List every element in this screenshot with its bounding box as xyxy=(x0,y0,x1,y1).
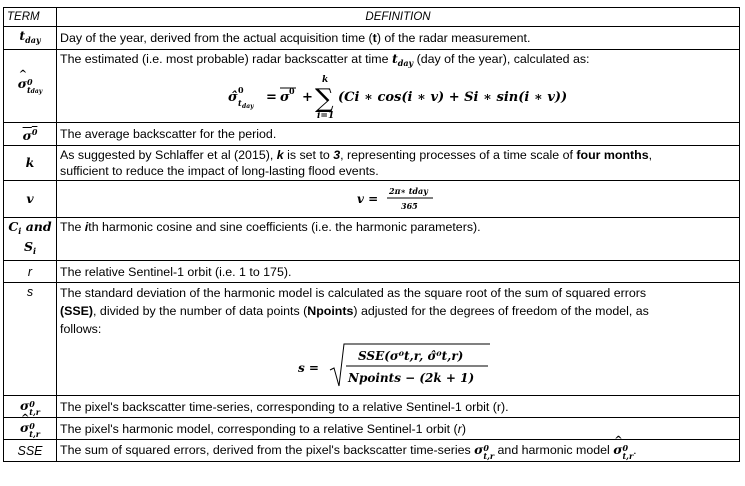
header-row xyxy=(4,8,740,27)
table-row xyxy=(4,218,740,261)
table-row xyxy=(4,123,740,146)
definition-s: The standard deviation of the harmonic model is calculated as the square root of the sum of squared errors (SSE), divided by the number of data points (Npoints) adjusted for the degrees of freedom of the model, as follows: s = SSE(σ⁰t,r, σ̂⁰t,r) Npoints − (2k + 1) xyxy=(57,283,740,396)
svg-text:=: = xyxy=(266,90,277,105)
term-sigma-bar: $\sigma^0$ xyxy=(4,123,57,146)
term-sigma-hat-tr: ^ σ0 t,r xyxy=(4,418,57,440)
header-definition: DEFINITION xyxy=(57,8,740,27)
formula-s xyxy=(60,338,736,394)
svg-text:∑: ∑ xyxy=(315,84,334,114)
svg-text:2π∗ tday: 2π∗ tday xyxy=(389,186,428,196)
header-term: TERM xyxy=(4,8,57,27)
term-sigma-hat-tday: ^ σ0 tday xyxy=(4,50,57,123)
term-k: k xyxy=(4,146,57,181)
svg-text:σ̂: σ̂ xyxy=(228,90,238,105)
formula-harmonic-model xyxy=(60,71,736,121)
term-sse: SSE xyxy=(4,440,57,462)
definition-v xyxy=(57,181,740,218)
table-row xyxy=(4,146,740,181)
svg-text:(Ci ∗ cos(i ∗ v) + Si ∗ sin(i: (Ci ∗ cos(i ∗ v) + Si ∗ sin(i ∗ v)) xyxy=(338,90,568,105)
definition-sigma-tr: The pixel's backscatter time-series, corresponding to a relative Sentinel-1 orbit (r). xyxy=(57,396,740,418)
svg-text:v =: v = xyxy=(357,192,379,206)
table-row xyxy=(4,181,740,218)
svg-text:SSE(σ⁰t,r, σ̂⁰t,r): SSE(σ⁰t,r, σ̂⁰t,r) xyxy=(358,349,464,363)
table-row xyxy=(4,50,740,123)
svg-text:σ: σ xyxy=(280,90,290,105)
term-r: r xyxy=(4,261,57,283)
definition-ci-si: The ith harmonic cosine and sine coefficients (i.e. the harmonic parameters). xyxy=(57,218,740,261)
definition-sigma-hat: The estimated (i.e. most probable) radar backscatter at time $t_{day}$ (day of the year), calculated as: σ̂ 0 t day = σ 0 + ∑ k i=1 (Ci ∗ cos(i ∗ v) + Si ∗ sin(i ∗ v)) xyxy=(57,50,740,123)
table-row xyxy=(4,396,740,418)
svg-text:k: k xyxy=(322,75,329,85)
definition-sigma-bar: The average backscatter for the period. xyxy=(57,123,740,146)
svg-text:i=1: i=1 xyxy=(317,111,335,119)
svg-text:+: + xyxy=(302,90,313,105)
svg-text:Npoints − (2k + 1): Npoints − (2k + 1) xyxy=(348,371,475,385)
svg-text:0: 0 xyxy=(289,86,295,96)
svg-text:t: t xyxy=(238,98,242,108)
definition-k: As suggested by Schlaffer et al (2015), k is set to 3, representing processes of a time scale of four months, sufficient to reduce the impact of long-lasting flood events. xyxy=(57,146,740,181)
definition-r: The relative Sentinel-1 orbit (i.e. 1 to 175). xyxy=(57,261,740,283)
svg-text:365: 365 xyxy=(401,201,418,211)
term-ci-si: $C_i$ and $S_i$ xyxy=(4,218,57,261)
definitions-table xyxy=(3,7,740,462)
table-row xyxy=(4,27,740,50)
term-tday: $t_{day}$ xyxy=(4,27,57,50)
formula-v xyxy=(60,182,736,216)
table-row xyxy=(4,418,740,440)
svg-text:s =: s = xyxy=(298,361,319,375)
term-sigma-tr: σ0 t,r xyxy=(4,396,57,418)
term-s: s xyxy=(4,283,57,396)
term-v: v xyxy=(4,181,57,218)
definition-sigma-hat-tr: The pixel's harmonic model, corresponding to a relative Sentinel-1 orbit (r) xyxy=(57,418,740,440)
definition-sse: The sum of squared errors, derived from the pixel's backscatter time-series σ0 t,r and harmonic model ^ σ0 t,r. xyxy=(57,440,740,462)
table-row xyxy=(4,261,740,283)
table-row xyxy=(4,283,740,396)
definition-tday: Day of the year, derived from the actual acquisition time (t) of the radar measurement. xyxy=(57,27,740,50)
svg-text:0: 0 xyxy=(238,85,244,95)
table-row xyxy=(4,440,740,462)
svg-text:day: day xyxy=(242,103,254,110)
